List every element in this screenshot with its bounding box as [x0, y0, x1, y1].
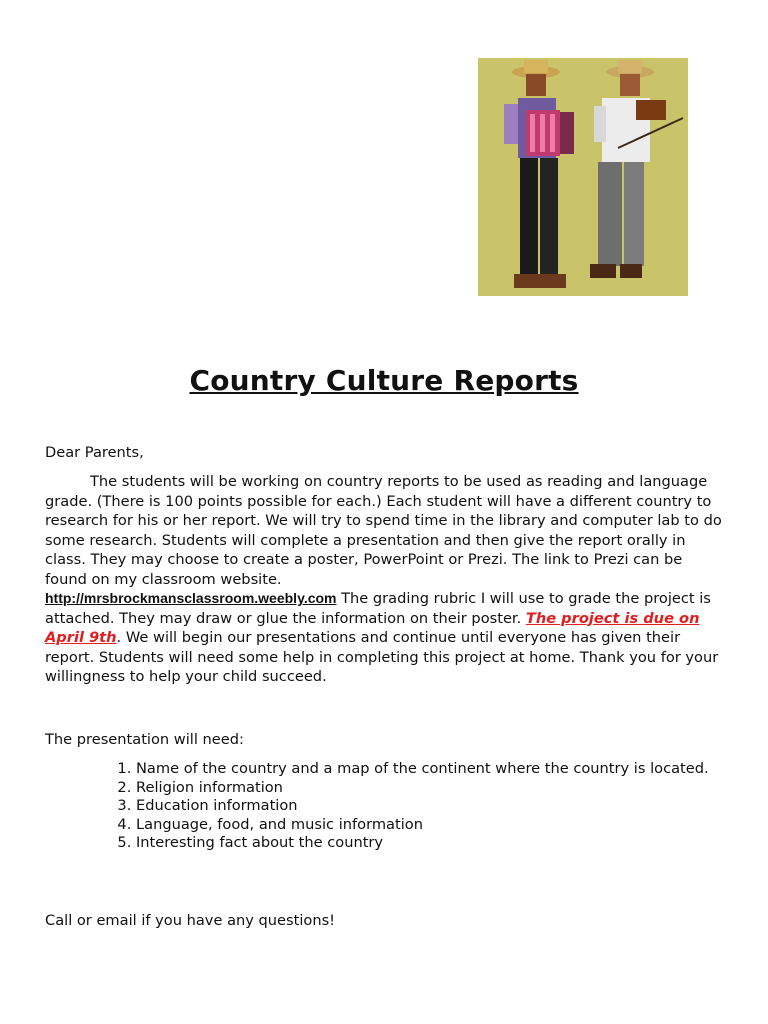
- list-item: 3. Education information: [136, 797, 736, 816]
- classroom-website-link[interactable]: http://mrsbrockmansclassroom.weebly.com: [45, 590, 337, 606]
- due-date-notice: The project is due on April 9th: [45, 609, 700, 646]
- list-item: 5. Interesting fact about the country: [136, 834, 736, 853]
- list-item: 1. Name of the country and a map of the continent where the country is located.: [136, 760, 736, 779]
- list-item: 2. Religion information: [136, 779, 736, 798]
- page-title: Country Culture Reports: [189, 364, 579, 397]
- musicians-clipart-icon: [478, 58, 688, 296]
- paragraph-rubric-text: The grading rubric I will use to grade the project is attached. They may draw or glue the information on their poster.: [45, 590, 711, 627]
- body-paragraph: [45, 472, 725, 687]
- requirements-list: [90, 760, 736, 853]
- list-item: 4. Language, food, and music information: [136, 816, 736, 835]
- salutation: Dear Parents,: [45, 444, 144, 461]
- presentation-intro: The presentation will need:: [45, 731, 244, 748]
- closing-line: Call or email if you have any questions!: [45, 912, 336, 929]
- paragraph-closing-text: . We will begin our presentations and continue until everyone has given their report. Students will need some help in completing this project at home. Thank you for your willingness to help your child succeed.: [45, 629, 719, 685]
- paragraph-intro-text: The students will be working on country reports to be used as reading and language grade. (There is 100 points possible for each.) Each student will have a different country to research for his or her report. We will try to spend time in the library and computer lab to do some research. Students will complete a presentation and then give the report orally in class. They may choose to create a poster, PowerPoint or Prezi. The link to Prezi can be found on my classroom website.: [45, 473, 722, 588]
